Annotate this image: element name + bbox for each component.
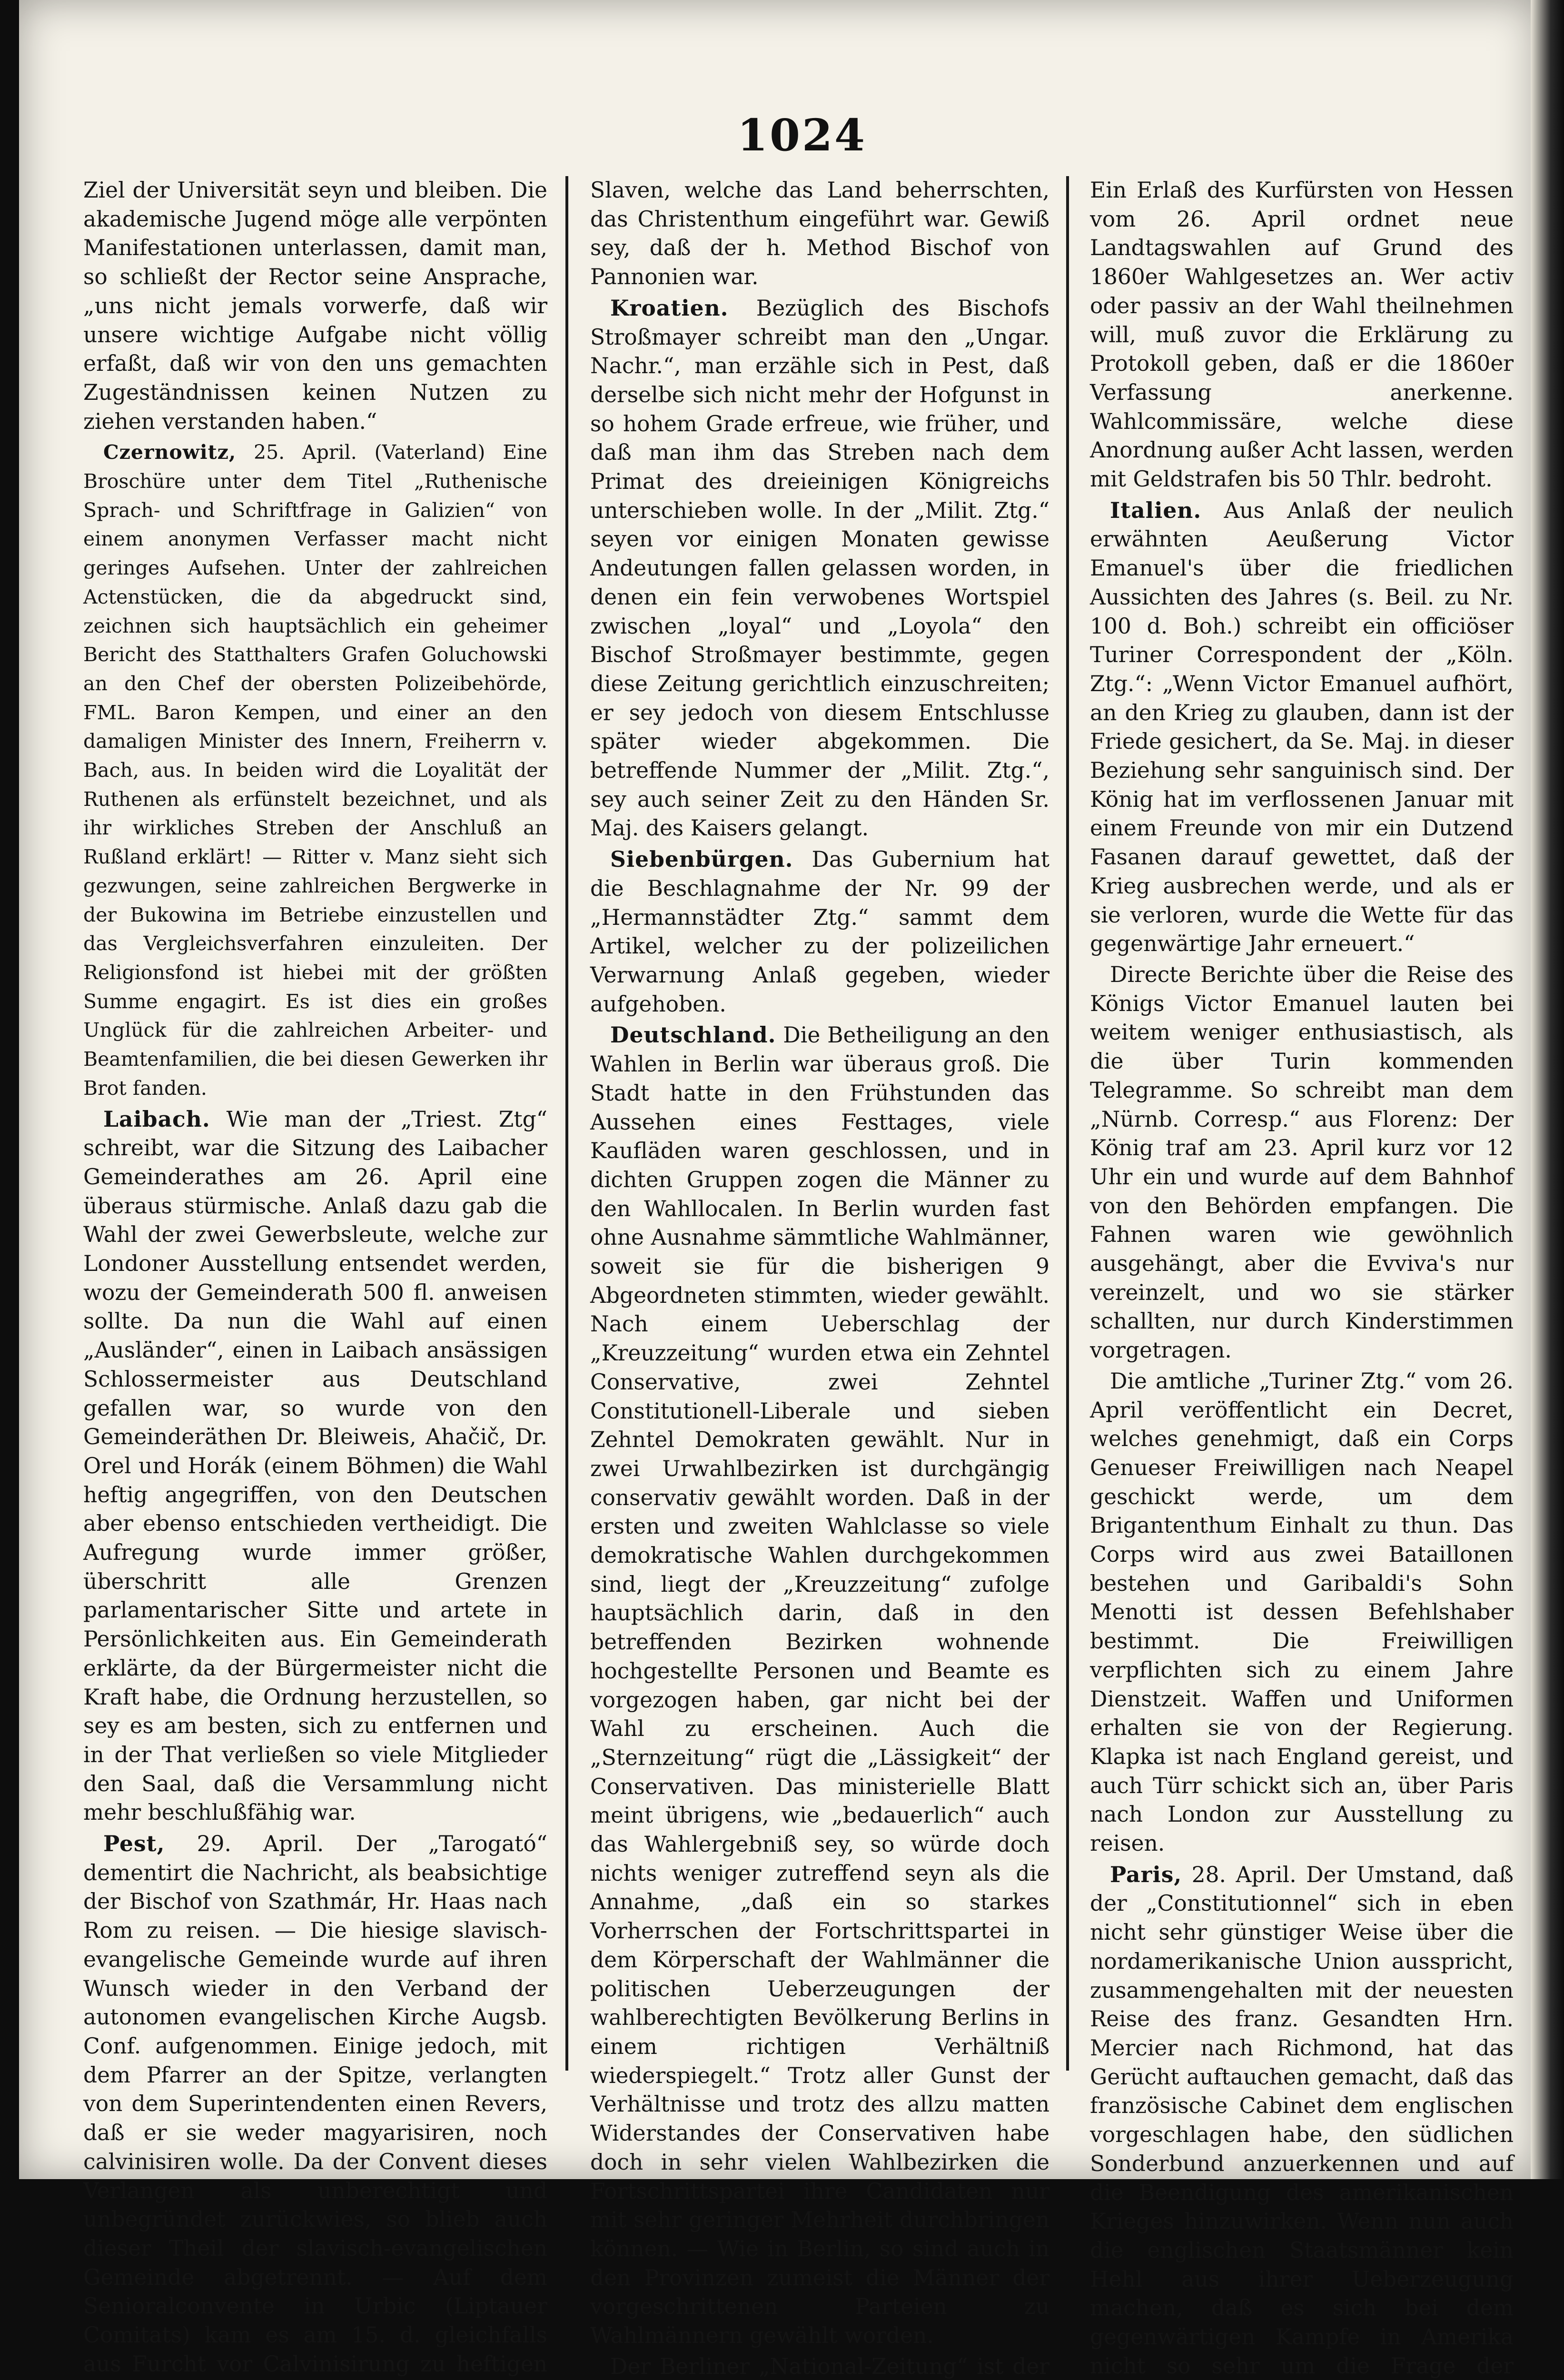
article-paragraph: [83, 438, 547, 1102]
article-text: Ein Erlaß des Kurfürsten von Hessen vom 26. April ordnet neue Landtagswahlen auf Grund des 1860er Wahlgesetzes an. Wer activ oder passiv an der Wahl theilnehmen will, muß zuvor die Erklärung zu Protokoll geben, daß er die 1860er Verfassung anerkenne. Wahlcommissäre, welche diese Anordnung außer Acht lassen, werden mit Geldstrafen bis 50 Thlr. bedroht.: [1090, 178, 1514, 492]
newspaper-page: [19, 0, 1537, 2379]
article-paragraph: [590, 1021, 1049, 2350]
article-heading: Kroatien.: [610, 295, 729, 321]
article-paragraph: [1090, 176, 1514, 494]
article-text: Directe Berichte über die Reise des Königs Victor Emanuel lauten bei weitem weniger enthusiastisch, als die über Turin kommenden Telegramme. So schreibt man dem „Nürnb. Corresp.“ aus Florenz: Der König traf am 23. April kurz vor 12 Uhr ein und wurde auf dem Bahnhof von den Behörden empfangen. Die Fahnen waren wie gewöhnlich ausgehängt, aber die Evviva's nur vereinzelt, und wo sie stärker schallten, nur durch Kinderstimmen vorgetragen.: [1090, 962, 1514, 1363]
article-heading: Italien.: [1110, 497, 1202, 523]
article-paragraph: [590, 2352, 1049, 2380]
article-heading: Pest,: [103, 1831, 165, 1857]
column-divider: [1066, 176, 1069, 2071]
article-paragraph: [83, 176, 547, 436]
article-text: Das Gubernium hat die Beschlagnahme der Nr. 99 der „Hermannstädter Ztg.“ sammt dem Artikel, welcher zu der polizeilichen Verwarnung Anlaß gegeben, wieder aufgehoben.: [590, 847, 1050, 1017]
article-text: 25. April. (Vaterland) Eine Broschüre unter dem Titel „Ruthenische Sprach- und Schriftfrage in Galizien“ von einem anonymen Verfasser macht nicht geringes Aufsehen. Unter der zahlreichen Actenstücken, die da abgedruckt sind, zeichnen sich hauptsächlich ein geheimer Bericht des Statthalters Grafen Goluchowski an den Chef der obersten Polizeibehörde, FML. Baron Kempen, und einer an den damaligen Minister des Innern, Freiherrn v. Bach, aus. In beiden wird die Loyalität der Ruthenen als erfünstelt bezeichnet, und als ihr wirkliches Streben der Anschluß an Rußland erklärt! — Ritter v. Manz sieht sich gezwungen, seine zahlreichen Bergwerke in der Bukowina im Betriebe einzustellen und das Vergleichsverfahren einzuleiten. Der Religionsfond ist hiebei mit der größten Summe engagirt. Es ist dies ein großes Unglück für die zahlreichen Arbeiter- und Beamtenfamilien, die bei diesen Gewerken ihr Brot fanden.: [83, 441, 547, 1100]
article-paragraph: [83, 1105, 547, 1828]
article-paragraph: [1090, 1367, 1514, 1858]
article-text: 29. April. Der „Tarogató“ dementirt die Nachricht, als beabsichtige der Bischof von Szathmár, Hr. Haas nach Rom zu reisen. — Die hiesige slavisch-evangelische Gemeinde wurde auf ihren Wunsch wieder in den Verband der autonomen evangelischen Kirche Augsb. Conf. aufgenommen. Einige jedoch, mit dem Pfarrer an der Spitze, verlangten von dem Superintendenten einen Revers, daß er sie weder magyarisiren, noch calvinisiren wolle. Da der Convent dieses Verlangen als unberechtigt und unbegründet zurückwies, so blieb auch dieser Theil der slavisch-evangelischen Gemeinde abgetrennt. — Auf dem Senioralconvente in Urbic (Liptauer Comitats) kam es am 15. d. gleichfalls aus Furcht vor Calvinisirung zu heftigen: [83, 1831, 548, 2377]
article-heading: Paris,: [1110, 1861, 1182, 1887]
column-divider: [565, 176, 568, 2071]
article-paragraph: [590, 176, 1049, 292]
article-text: 28. April. Der Umstand, daß der „Constitutionnel“ sich in eben nicht sehr günstiger Weise über die nordamerikanische Union ausspricht, zusammengehalten mit der neuesten Reise des franz. Gesandten Hrn. Mercier nach Richmond, hat das Gerücht auftauchen gemacht, daß das französische Cabinet dem englischen vorgeschlagen habe, den südlichen Sonderbund anzuerkennen und auf die Beendigung des amerikanischen Krieges hinzuwirken. Wenn nun auch die englischen Staatsmänner kein Hehl aus ihrer Ueberzeugung machen, daß es sich bei dem gegenwärtigen Kampfe in Amerika nicht so sehr um die Frage der: [1090, 1862, 1514, 2379]
article-text: Slaven, welche das Land beherrschten, das Christenthum eingeführt war. Gewiß sey, daß der h. Method Bischof von Pannonien war.: [590, 178, 1049, 290]
article-text: Ziel der Universität seyn und bleiben. Die akademische Jugend möge alle verpönten Manifestationen unterlassen, damit man, so schließt der Rector seine Ansprache, „uns nicht jemals vorwerfe, daß wir unsere wichtige Aufgabe nicht völlig erfaßt, daß wir von den uns gemachten Zugeständnissen keinen Nutzen zu ziehen verstanden haben.“: [83, 178, 547, 434]
article-text: Die Betheiligung an den Wahlen in Berlin war überaus groß. Die Stadt hatte in den Frühstunden das Aussehen eines Festtages, viele Kaufläden waren geschlossen, und in dichten Gruppen zogen die Männer zu den Wahllocalen. In Berlin wurden fast ohne Ausnahme sämmtliche Wahlmänner, soweit sie für die bisherigen 9 Abgeordneten stimmten, wieder gewählt. Nach einem Ueberschlag der „Kreuzzeitung“ wurden etwa ein Zehntel Conservative, zwei Zehntel Constitutionell-Liberale und sieben Zehntel Demokraten gewählt. Nur in zwei Urwahlbezirken ist durchgängig conservativ gewählt worden. Daß in der ersten und zweiten Wahlclasse so viele demokratische Wahlen durchgekommen sind, liegt der „Kreuzzeitung“ zufolge hauptsächlich darin, daß in den betreffenden Bezirken wohnende hochgestellte Personen und Beamte es vorgezogen haben, gar nicht bei der Wahl zu erscheinen. Auch die „Sternzeitung“ rügt die „Lässigkeit“ der Conservativen. Das ministerielle Blatt meint übrigens, wie „bedauerlich“ auch das Wahlergebniß sey, so würde doch nichts weniger zutreffend seyn als die Annahme, „daß ein so starkes Vorherrschen der Fortschrittspartei in dem Körperschaft der Wahlmänner die politischen Ueberzeugungen der wahlberechtigten Bevölkerung Berlins in einem richtigen Verhältniß wiederspiegelt.“ Trotz aller Gunst der Verhältnisse und trotz des allzu matten Widerstandes der Conservativen habe doch in sehr vielen Wahlbezirken die Fortschrittspartei ihre Candidaten nur mit sehr geringer Mehrheit durchbringen können. — Wie in Berlin, so sind auch in den Provinzen zumeist die Männer der vorgeschrittenen Parteien zu Wahlmännern gewählt worden.: [590, 1022, 1049, 2349]
article-heading: Deutschland.: [610, 1022, 776, 1048]
article-paragraph: [83, 1829, 547, 2380]
article-paragraph: [1090, 496, 1514, 959]
article-heading: Czernowitz,: [103, 441, 237, 464]
column-2: [590, 176, 1050, 2379]
column-3: [1090, 176, 1514, 2379]
article-text: Die amtliche „Turiner Ztg.“ vom 26. April veröffentlicht ein Decret, welches genehmigt, daß ein Corps Genueser Freiwilligen nach Neapel geschickt werde, um dem Brigantenthum Einhalt zu thun. Das Corps wird aus zwei Bataillonen bestehen und Garibaldi's Sohn Menotti ist dessen Befehlshaber bestimmt. Die Freiwilligen verpflichten sich zu einem Jahre Dienstzeit. Waffen und Uniformen erhalten sie von der Regierung. Klapka ist nach England gereist, und auch Türr schickt sich an, über Paris nach London zur Ausstellung zu reisen.: [1090, 1368, 1514, 1856]
article-text: Wie man der „Triest. Ztg“ schreibt, war die Sitzung des Laibacher Gemeinderathes am 26. April eine überaus stürmische. Anlaß dazu gab die Wahl der zwei Gewerbsleute, welche zur Londoner Ausstellung entsendet werden, wozu der Gemeinderath 500 fl. anweisen sollte. Da nun die Wahl auf einen „Ausländer“, einen in Laibach ansässigen Schlossermeister aus Deutschland gefallen war, so wurde von den Gemeinderäthen Dr. Bleiweis, Ahačič, Dr. Orel und Horák (einem Böhmen) die Wahl heftig angegriffen, von den Deutschen aber ebenso entschieden vertheidigt. Die Aufregung wurde immer größer, überschritt alle Grenzen parlamentarischer Sitte und artete in Persönlichkeiten aus. Ein Gemeinderath erklärte, da der Bürgermeister nicht die Kraft habe, die Ordnung herzustellen, so sey es am besten, sich zu entfernen und in der That verließen so viele Mitglieder den Saal, daß die Versammlung nicht mehr beschlußfähig war.: [83, 1106, 547, 1825]
column-1: [83, 176, 548, 2377]
article-heading: Laibach.: [103, 1106, 210, 1132]
page-number: 1024: [737, 109, 867, 161]
article-paragraph: [590, 845, 1049, 1019]
scan-edge-shadow: [1531, 0, 1564, 2179]
article-paragraph: [1090, 1860, 1514, 2380]
article-paragraph: [590, 294, 1049, 843]
article-text: Aus Anlaß der neulich erwähnten Aeußerung Victor Emanuel's über die friedlichen Aussichten des Jahres (s. Beil. zu Nr. 100 d. Boh.) schreibt ein officiöser Turiner Correspondent der „Köln. Ztg.“: „Wenn Victor Emanuel aufhört, an den Krieg zu glauben, dann ist der Friede gesichert, da Se. Maj. in dieser Beziehung sehr sanguinisch sind. Der König hat im verflossenen Januar mit einem Freunde von mir ein Dutzend Fasanen darauf gewettet, daß der Krieg ausbrechen werde, und als er sie verloren, wurde die Wette für das gegenwärtige Jahr erneuert.“: [1090, 497, 1514, 957]
article-text: Der Berliner „National-Zeitung“ ist der: [610, 2353, 1049, 2379]
article-text: Bezüglich des Bischofs Stroßmayer schreibt man den „Ungar. Nachr.“, man erzähle sich in Pest, daß derselbe sich nicht mehr der Hofgunst in so hohem Grade erfreue, wie früher, und daß man ihm das Streben nach dem Primat des dreieinigen Königreichs unterschieben wolle. In der „Milit. Ztg.“ seyen vor einigen Monaten gewisse Andeutungen fallen gelassen worden, in denen ein fein verwobenes Wortspiel zwischen „loyal“ und „Loyola“ den Bischof Stroßmayer bestimmte, gegen diese Zeitung gerichtlich einzuschreiten; er sey jedoch von diesem Entschlusse später wieder abgekommen. Die betreffende Nummer der „Milit. Ztg.“, sey auch seiner Zeit zu den Händen Sr. Maj. des Kaisers gelangt.: [590, 295, 1049, 841]
article-paragraph: [1090, 961, 1514, 1365]
article-heading: Siebenbürgen.: [610, 846, 793, 873]
